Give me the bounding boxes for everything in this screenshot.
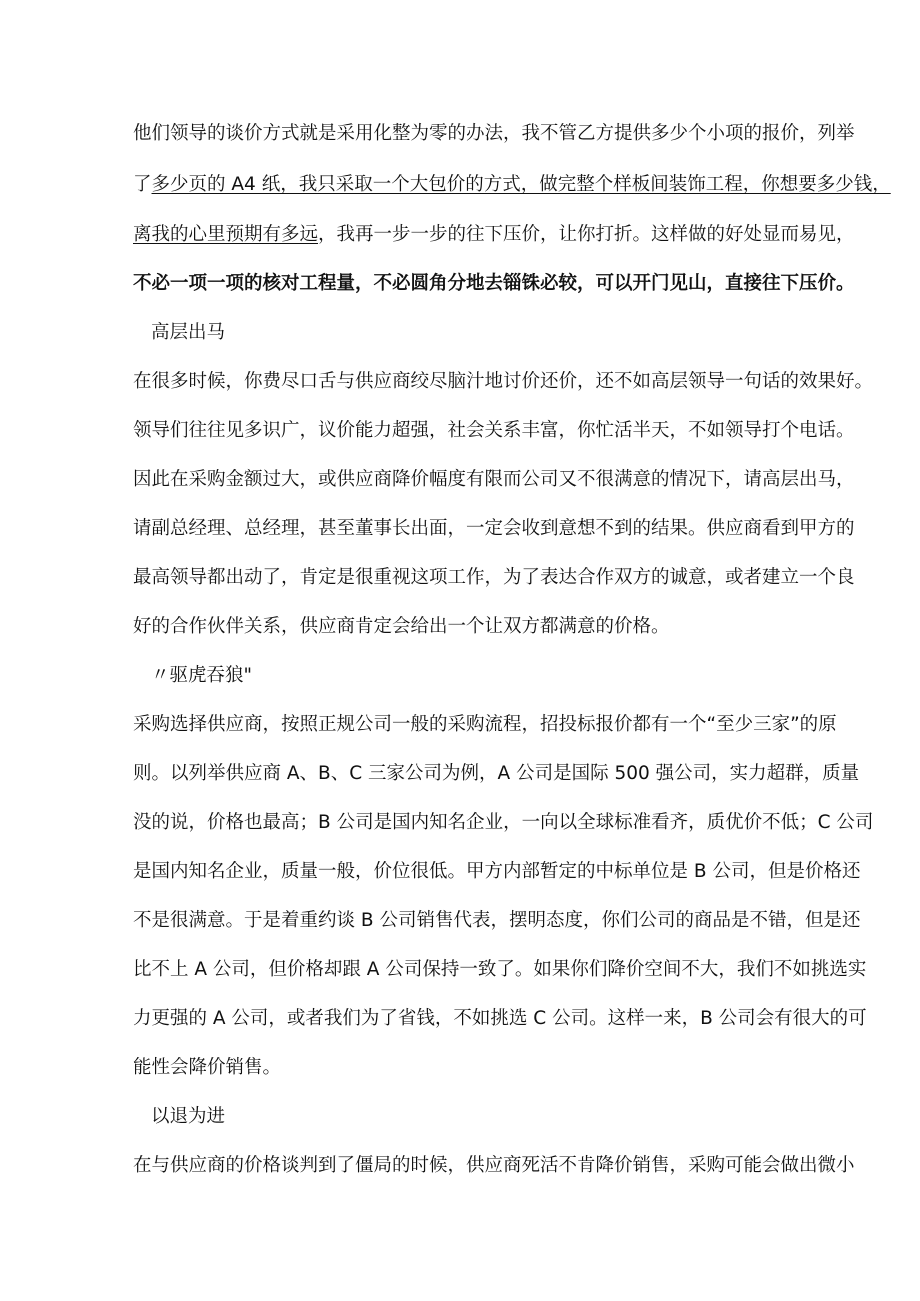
paragraph-line: 能性会降价销售。 [133,1057,282,1078]
line-text: ，我再一步一步的往下压价，让你打折。这样做的好处显而易见， [318,224,855,245]
paragraph-line: 他们领导的谈价方式就是采用化整为零的办法，我不管乙方提供多少个小项的报价，列举 [133,123,855,144]
section-heading: 〃驱虎吞狼" [151,665,253,686]
paragraph-line: 没的说，价格也最高；B 公司是国内知名企业，一向以全球标准看齐，质优价不低；C 公司 [133,812,874,833]
paragraph-line: 在很多时候，你费尽口舌与供应商绞尽脑汁地讨价还价，还不如高层领导一句话的效果好。 [133,371,874,392]
section-heading: 以退为进 [151,1106,226,1127]
section-heading: 高层出马 [151,322,226,343]
underlined-text: 离我的心里预期有多远 [133,224,319,245]
paragraph-line: 不是很满意。于是着重约谈 B 公司销售代表，摆明态度，你们公司的商品是不错，但是还 [133,910,861,931]
paragraph-line: 最高领导都出动了，肯定是很重视这项工作，为了表达合作双方的诚意，或者建立一个良 [133,567,855,588]
paragraph-line [133,222,855,248]
paragraph-line: 在与供应商的价格谈判到了僵局的时候，供应商死活不肯降价销售，采购可能会做出微小 [133,1155,855,1176]
paragraph-line: 因此在采购金额过大，或供应商降价幅度有限而公司又不很满意的情况下，请高层出马， [133,469,855,490]
paragraph-line: 领导们往往见多识广，议价能力超强，社会关系丰富，你忙活半天，不如领导打个电话。 [133,420,855,441]
paragraph-line: 则。以列举供应商 A、B、C 三家公司为例，A 公司是国际 500 强公司，实力超群，质量 [133,763,860,784]
paragraph-line: 采购选择供应商，按照正规公司一般的采购流程，招投标报价都有一个“至少三家”的原 [133,714,837,735]
underlined-text: 多少页的 A4 纸，我只采取一个大包价的方式，做完整个样板间装饰工程，你想要多少钱， [151,174,891,195]
bold-paragraph-line: 不必一项一项的核对工程量，不必圆角分地去锱铢必较，可以开门见山，直接往下压价。 [133,273,855,294]
line-text: 了 [133,174,152,195]
paragraph-line: 力更强的 A 公司，或者我们为了省钱，不如挑选 C 公司。这样一来，B 公司会有很大的可 [133,1008,867,1029]
paragraph-line: 是国内知名企业，质量一般，价位很低。甲方内部暂定的中标单位是 B 公司，但是价格还 [133,861,861,882]
paragraph-line: 请副总经理、总经理，甚至董事长出面，一定会收到意想不到的结果。供应商看到甲方的 [133,518,855,539]
paragraph-line: 好的合作伙伴关系，供应商肯定会给出一个让双方都满意的价格。 [133,616,670,637]
paragraph-line: 比不上 A 公司，但价格却跟 A 公司保持一致了。如果你们降价空间不大，我们不如挑选实 [133,959,867,980]
paragraph-line [133,172,891,198]
